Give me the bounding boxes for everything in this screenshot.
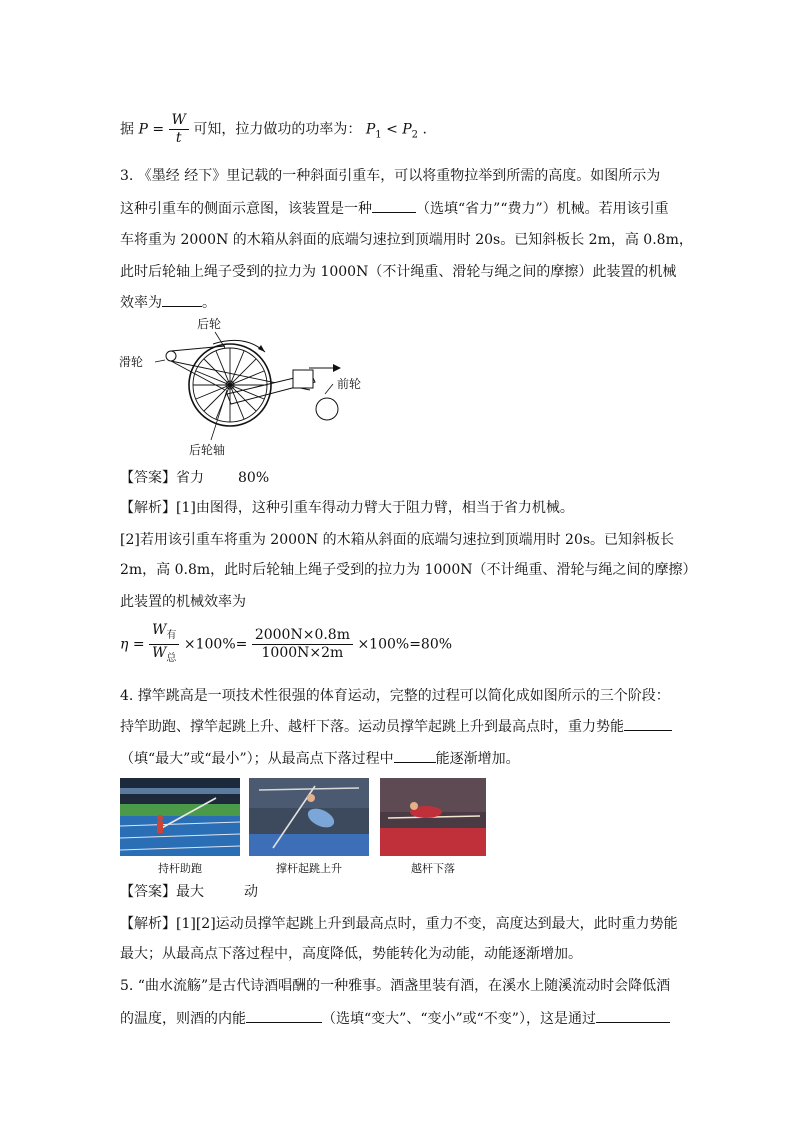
answer-value: 80% — [238, 470, 270, 486]
denominator — [149, 645, 179, 667]
photo-clear-bar — [380, 778, 486, 856]
q3-analysis-3: 2m，高 0.8m，此时后轮轴上绳子受到的拉力为 1000N（不计绳重、滑轮与绳之间的摩擦） — [120, 562, 697, 578]
q3-answer — [120, 468, 269, 488]
q4-analysis-2: 最大；从最高点下落过程中，高度降低，势能转化为动能，动能逐渐增加。 — [120, 946, 582, 962]
answer-blank — [372, 198, 416, 213]
symbol-p1: P — [365, 121, 376, 138]
text: （填“最大”或“最小”）；从最高点下落过程中 — [120, 751, 394, 767]
fraction-w-over-t — [169, 112, 189, 147]
symbol-eta: η — [120, 636, 129, 653]
fraction-values — [252, 627, 353, 662]
text: ×100%= — [183, 636, 248, 653]
leader-front — [325, 384, 333, 394]
w: W — [152, 644, 167, 661]
answer-value: 最大 — [176, 884, 204, 900]
q3-line-4: 此时后轮轴上绳子受到的拉力为 1000N（不计绳重、滑轮与绳之间的摩擦）此装置的机械 — [120, 264, 677, 280]
text: 可知，拉力做功的功率为： — [193, 121, 362, 138]
less-than: < — [386, 121, 398, 138]
answer-blank — [624, 716, 672, 731]
answer-label: 【答案】 — [120, 884, 176, 900]
text: 据 — [120, 121, 134, 138]
numerator: W — [169, 112, 189, 130]
text: 这种引重车的侧面示意图，该装置是一种 — [120, 201, 372, 217]
text: ×100%=80% — [357, 636, 453, 653]
text: [1][2]运动员撑竿起跳上升到最高点时，重力不变，高度达到最大，此时重力势能 — [176, 916, 678, 932]
text: [1]由图得，这种引重车得动力臂大于阻力臂，相当于省力机械。 — [176, 500, 574, 516]
text: 的温度，则酒的内能 — [120, 1011, 246, 1027]
sub: 总 — [166, 652, 177, 664]
answer-value: 动 — [244, 884, 258, 900]
answer-blank — [596, 1008, 670, 1023]
caption-take-off: 撑杆起跳上升 — [276, 862, 342, 875]
symbol-p2: P — [402, 121, 412, 138]
sub: 有 — [166, 629, 177, 641]
efficiency-equation — [120, 622, 452, 667]
photo-take-off — [249, 778, 369, 856]
q3-line-3: 车将重为 2000N 的木箱从斜面的底端匀速拉到顶端用时 20s。已知斜板长 2m，高 0.8m， — [120, 232, 693, 248]
sub: 2 — [411, 129, 419, 141]
text: （选填“省力”“费力”）机械。若用该引重 — [416, 201, 669, 217]
label-pulley: 滑轮 — [119, 355, 144, 369]
q4-analysis-1 — [120, 914, 678, 934]
label-front-wheel: 前轮 — [337, 377, 362, 391]
q3-analysis-2: [2]若用该引重车将重为 2000N 的木箱从斜面的底端匀速拉到顶端用时 20s。已知斜板长 — [120, 532, 675, 548]
answer-label: 【答案】 — [120, 470, 176, 486]
text: 持竿助跑、撑竿起跳上升、越杆下落。运动员撑竿起跳上升到最高点时，重力势能 — [120, 719, 624, 735]
q3-analysis-4: 此装置的机械效率为 — [120, 594, 246, 610]
q3-line-5 — [120, 292, 216, 313]
answer-blank — [394, 748, 436, 763]
answer-blank — [162, 292, 202, 307]
sub: 1 — [375, 129, 382, 141]
leader-pulley — [155, 360, 165, 362]
equals: = — [132, 636, 145, 653]
pulley-icon — [166, 351, 176, 361]
w: W — [152, 622, 167, 638]
denominator: t — [175, 130, 182, 146]
q3-analysis-1 — [120, 498, 574, 518]
rear-wheel — [189, 344, 271, 426]
q4-line-3 — [120, 748, 520, 769]
photo-run-up — [120, 778, 240, 856]
analysis-label: 【解析】 — [120, 916, 176, 932]
text: 效率为 — [120, 295, 162, 311]
label-axle: 后轮轴 — [189, 443, 226, 457]
fraction-work — [149, 622, 179, 667]
numerator: 2000N×0.8m — [252, 627, 353, 645]
answer-value: 省力 — [176, 470, 204, 486]
symbol-p: P — [138, 121, 148, 138]
box — [293, 370, 313, 388]
analysis-label: 【解析】 — [120, 500, 176, 516]
label-rear-wheel: 后轮 — [197, 317, 222, 331]
q3-line-2 — [120, 198, 669, 219]
caption-clear-bar: 越杆下落 — [411, 862, 455, 875]
denominator: 1000N×2m — [261, 644, 344, 661]
q4-line-2 — [120, 716, 672, 737]
front-wheel — [316, 398, 338, 420]
answer-blank — [246, 1008, 322, 1023]
text: 能逐渐增加。 — [435, 751, 520, 767]
equals: = — [152, 121, 165, 138]
q5-line-2 — [120, 1008, 670, 1029]
caption-run-up: 持杆助跑 — [158, 862, 202, 875]
q4-answer — [120, 882, 258, 902]
numerator — [149, 622, 179, 645]
period: . — [422, 121, 427, 138]
cart-diagram — [115, 312, 375, 462]
power-conclusion — [120, 112, 427, 152]
q3-line-1: 3. 《墨经 经下》里记载的一种斜面引重车，可以将重物拉举到所需的高度。如图所示为 — [120, 168, 661, 184]
text: （选填“变大”、“变小”或“不变”），这是通过 — [322, 1011, 596, 1027]
q5-line-1: 5. “曲水流觞”是古代诗酒唱酬的一种雅事。酒盏里装有酒，在溪水上随溪流动时会降低酒 — [120, 978, 671, 994]
q4-line-1: 4. 撑竿跳高是一项技术性很强的体育运动，完整的过程可以简化成如图所示的三个阶段： — [120, 688, 670, 704]
text: 。 — [202, 295, 216, 311]
